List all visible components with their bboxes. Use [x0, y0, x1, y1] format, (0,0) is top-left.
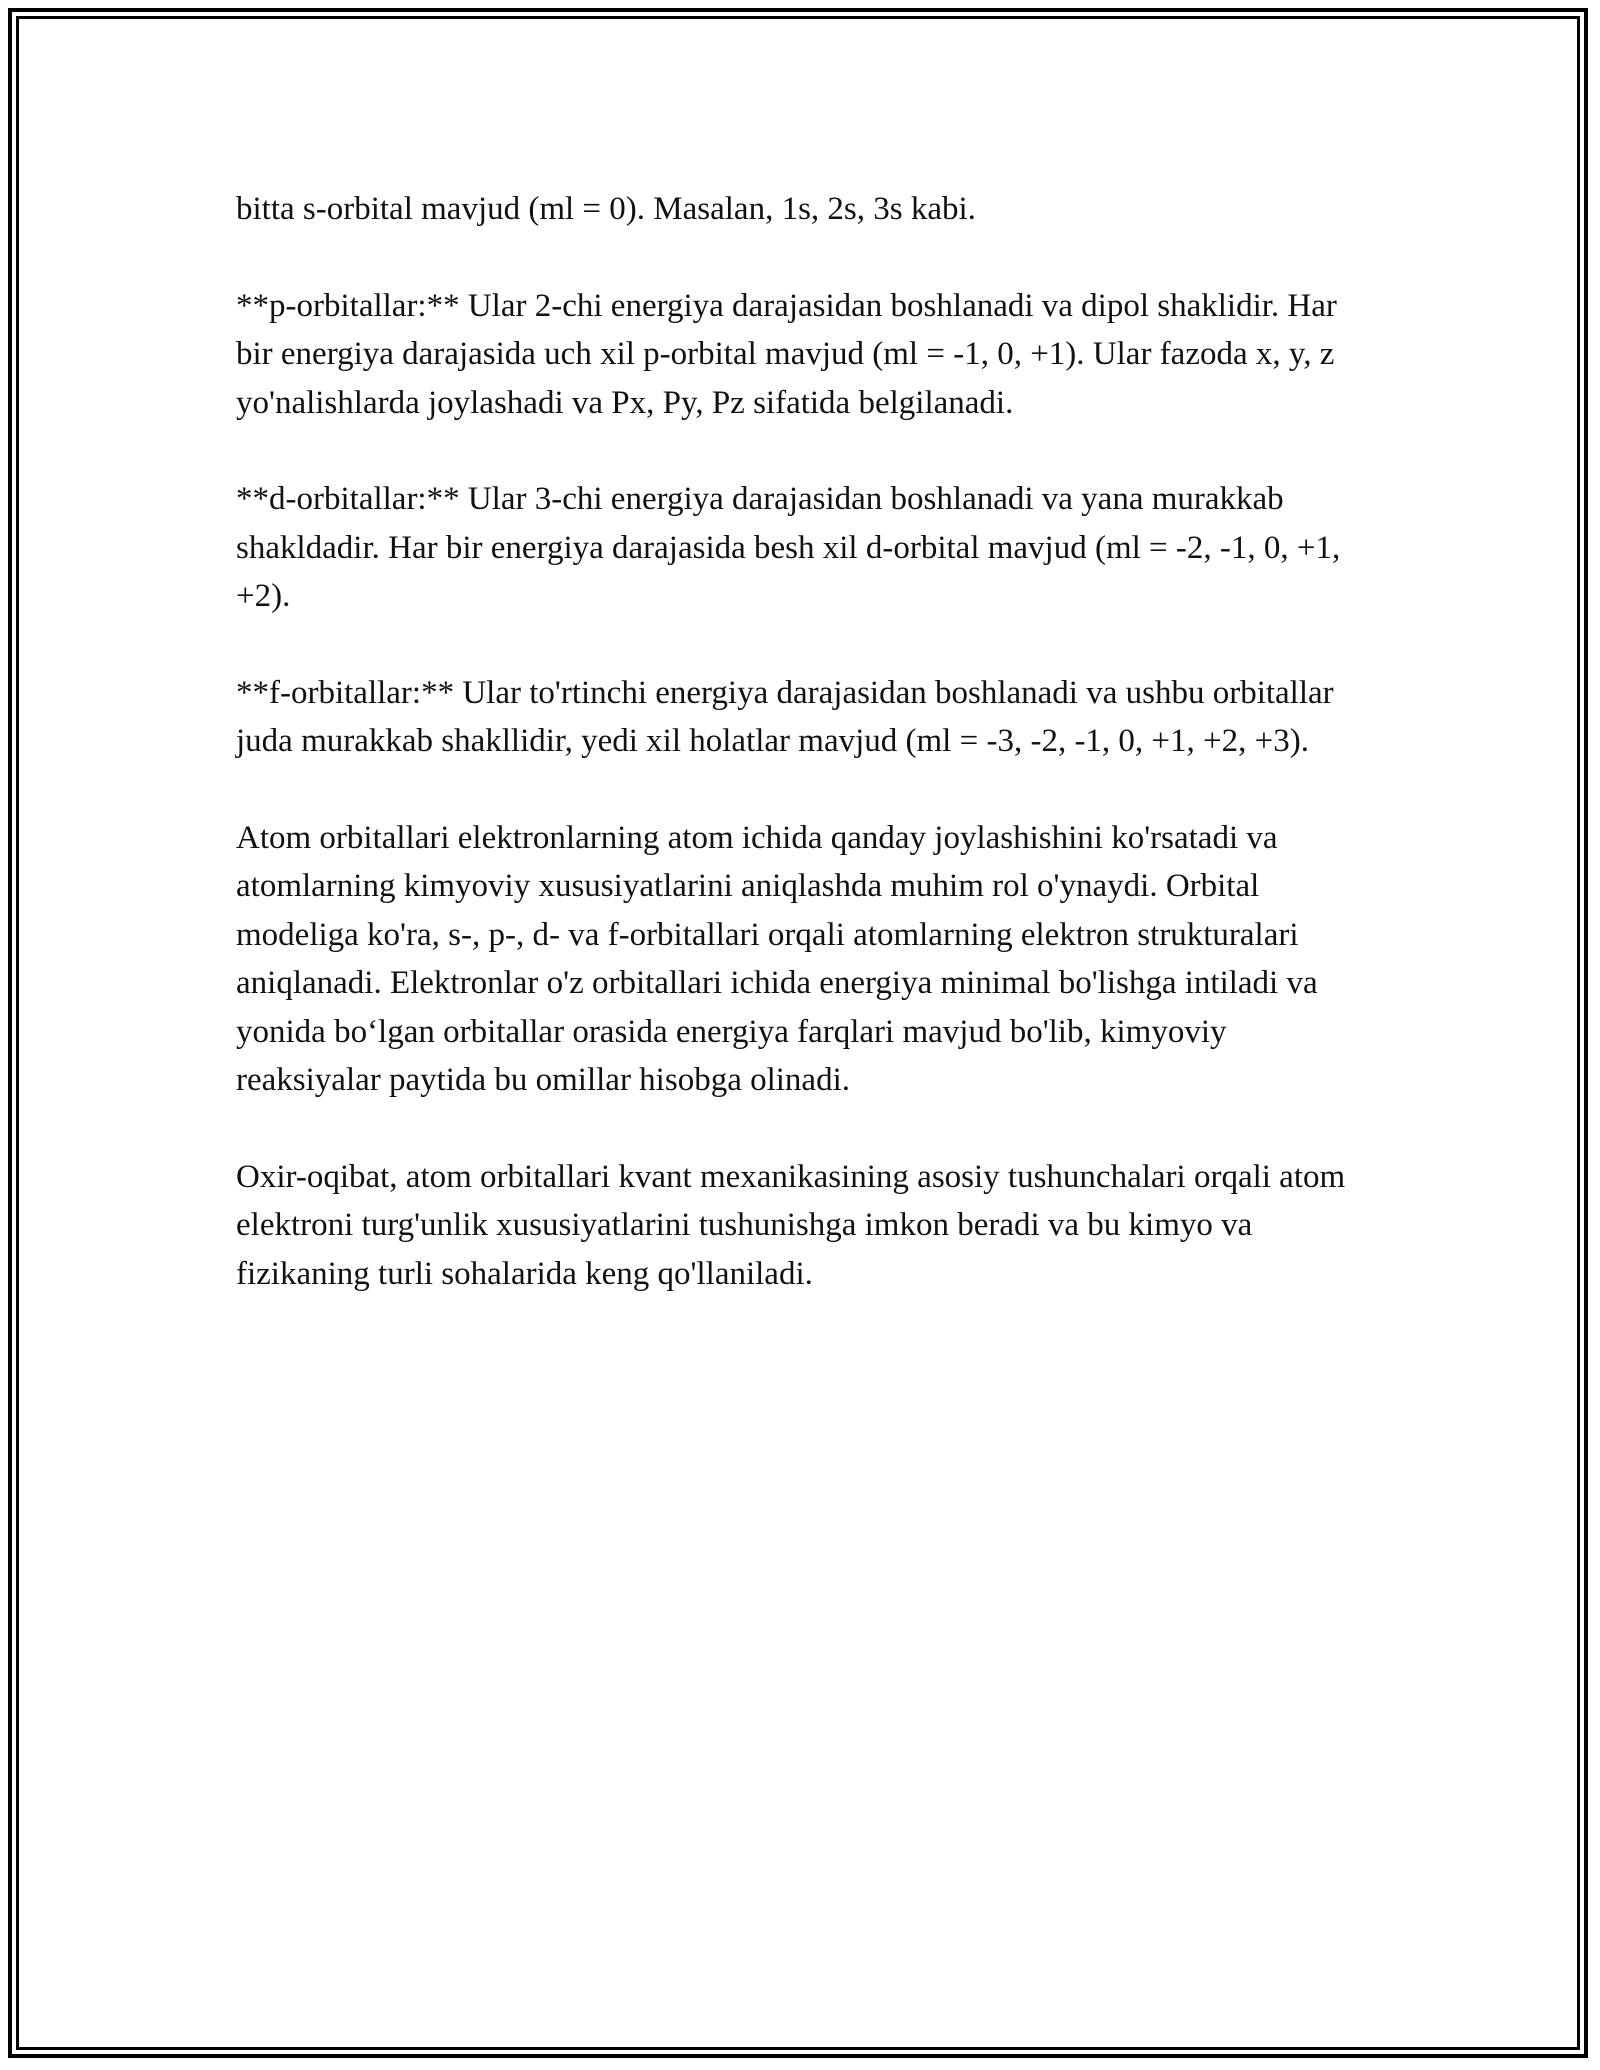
paragraph-p-orbitals: **p-orbitallar:** Ular 2-chi energiya darajasidan boshlanadi va dipol shaklidir. Har bir energiya darajasida uch xil p-orbital mavjud (ml = -1, 0, +1). Ular fazoda x, y, z yo'nalishlarda joylashadi va Px, Py, Pz sifatida belgilanadi. — [236, 287, 1337, 421]
paragraph-atom-orbitals-summary: Atom orbitallari elektronlarning atom ichida qanday joylashishini ko'rsatadi va atomlarning kimyoviy xususiyatlarini aniqlashda muhim rol o'ynaydi. Orbital modeliga ko'ra, s-, p-, d- va f-orbitallari orqali atomlarning elektron strukturalari aniqlanadi. Elektronlar o'z orbitallari ichida energiya minimal bo'lishga intiladi va yonida bo‘lgan orbitallar orasida energiya farqlari mavjud bo'lib, kimyoviy reaksiyalar paytida bu omillar hisobga olinadi. — [236, 819, 1318, 1098]
paragraph-d-orbitals: **d-orbitallar:** Ular 3-chi energiya darajasidan boshlanadi va yana murakkab shakldadir. Har bir energiya darajasida besh xil d-orbital mavjud (ml = -2, -1, 0, +1, +2). — [236, 481, 1341, 614]
paragraph-f-orbitals: **f-orbitallar:** Ular to'rtinchi energiya darajasidan boshlanadi va ushbu orbitallar juda murakkab shakllidir, yedi xil holatlar mavjud (ml = -3, -2, -1, 0, +1, +2, +3). — [236, 674, 1334, 759]
paragraph-conclusion: Oxir-oqibat, atom orbitallari kvant mexanikasining asosiy tushunchalari orqali atom elektroni turg'unlik xususiyatlarini tushunishga imkon beradi va bu kimyo va fizikaning turli sohalarida keng qo'llaniladi. — [236, 1158, 1346, 1292]
document-body — [236, 185, 1366, 1298]
paragraph-s-orbital-tail: bitta s-orbital mavjud (ml = 0). Masalan, 1s, 2s, 3s kabi. — [236, 191, 976, 227]
